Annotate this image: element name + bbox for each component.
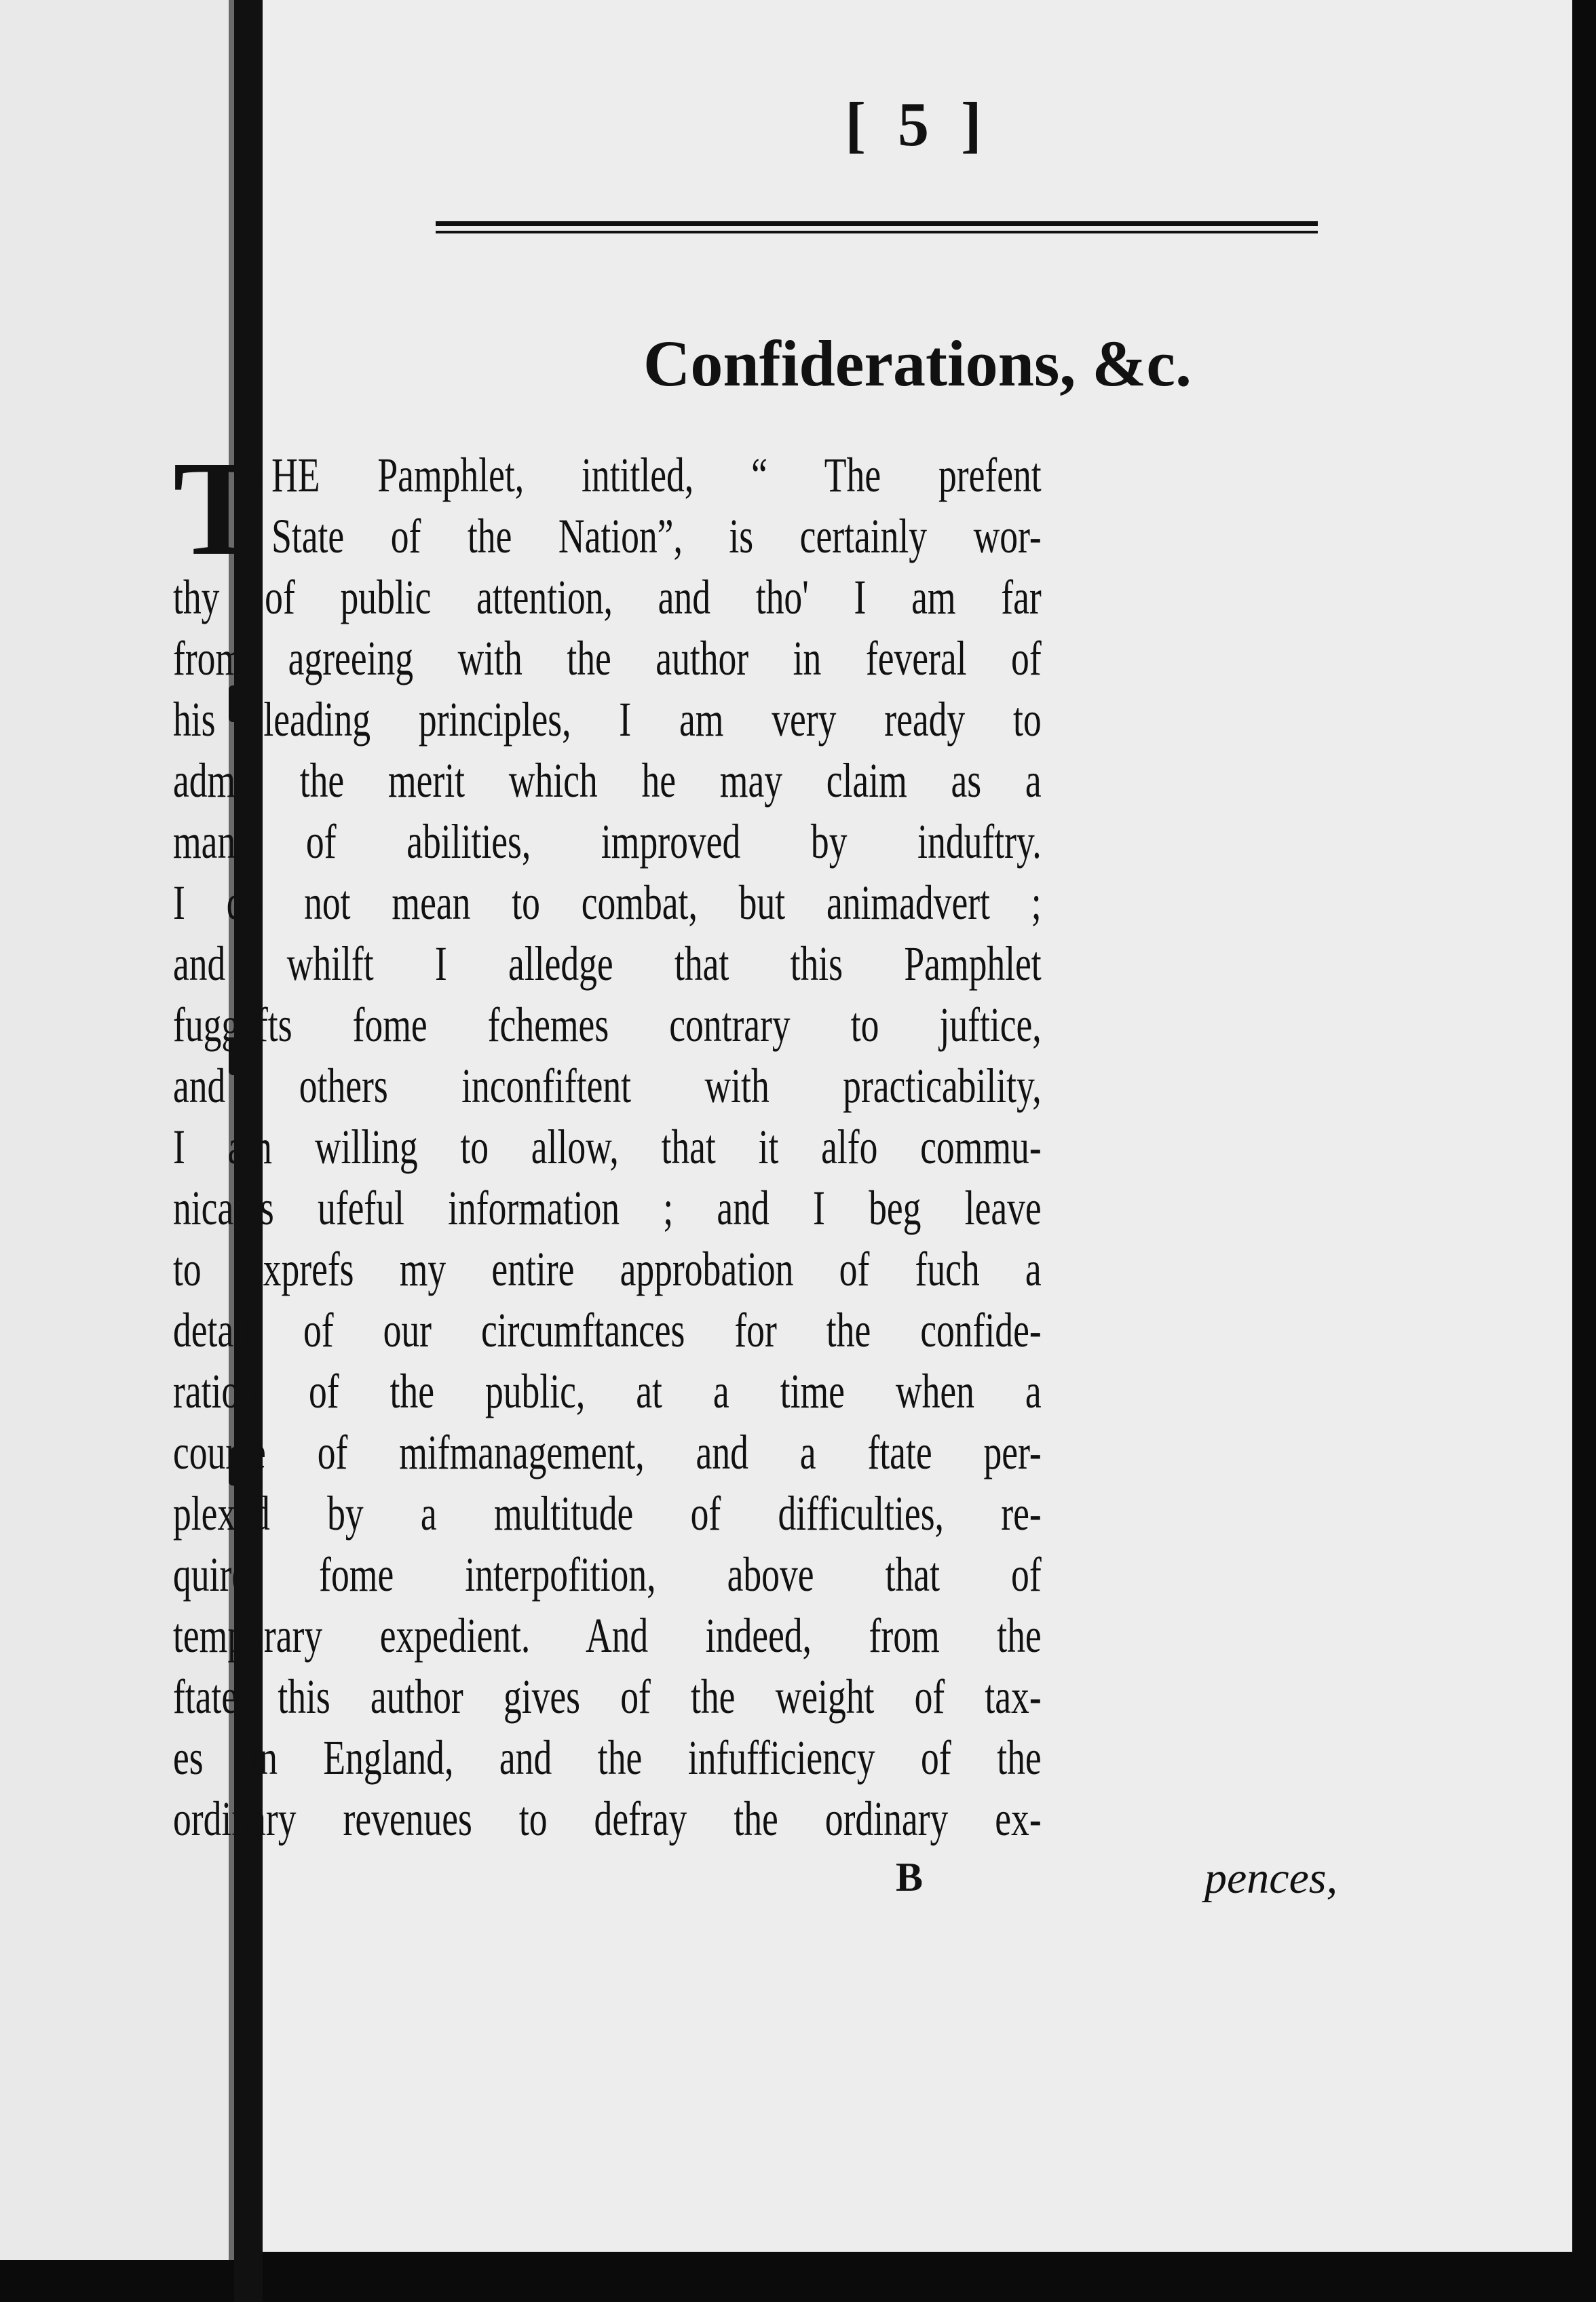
text-line: I am willing to allow, that it alfo commu- [173,1120,1042,1174]
text-line: from agreeing with the author in feveral of [173,631,1042,685]
text-line: courfe of mifmanagement, and a ftate per- [173,1425,1042,1479]
text-line: es in England, and the infufficiency of the [173,1731,1042,1785]
text-line: temporary expedient. And indeed, from the [173,1608,1042,1663]
drop-cap: T [173,434,264,584]
text-line: and whilft I alledge that this Pamphlet [173,937,1042,991]
catchword: pences, [1204,1853,1338,1903]
text-line: admit the merit which he may claim as a [173,753,1042,808]
text-line: ration of the public, at a time when a [173,1364,1042,1418]
text-line: ordinary revenues to defray the ordinary ex- [173,1792,1042,1846]
body-text [173,434,1042,1849]
text-line: HE Pamphlet, intitled, “ The prefent [271,448,1042,502]
text-line: thy of public attention, and tho' I am far [173,570,1042,624]
section-title: Confiderations, &c. [643,327,1192,400]
header-rule [436,221,1318,226]
page-number: [ 5 ] [845,90,990,159]
text-line: man of abilities, improved by induftry. [173,814,1042,869]
text-line: fuggefts fome fchemes contrary to juftice, [173,998,1042,1052]
text-line: plexed by a multitude of difficulties, re- [173,1486,1042,1541]
text-line: State of the Nation”, is certainly wor- [271,509,1042,563]
text-line: and others inconfiftent with practicability, [173,1059,1042,1113]
text-line: to exprefs my entire approbation of fuch a [173,1242,1042,1296]
text-line: I do not mean to combat, but animadvert ; [173,875,1042,930]
signature-mark: B [896,1855,924,1900]
text-line: quire fome interpofition, above that of [173,1547,1042,1602]
text-line: detail of our circumftances for the confide- [173,1303,1042,1357]
text-line: his leading principles, I am very ready to [173,692,1042,747]
text-line: nicates ufeful information ; and I beg leave [173,1181,1042,1235]
text-line: ftate this author gives of the weight of tax- [173,1669,1042,1724]
